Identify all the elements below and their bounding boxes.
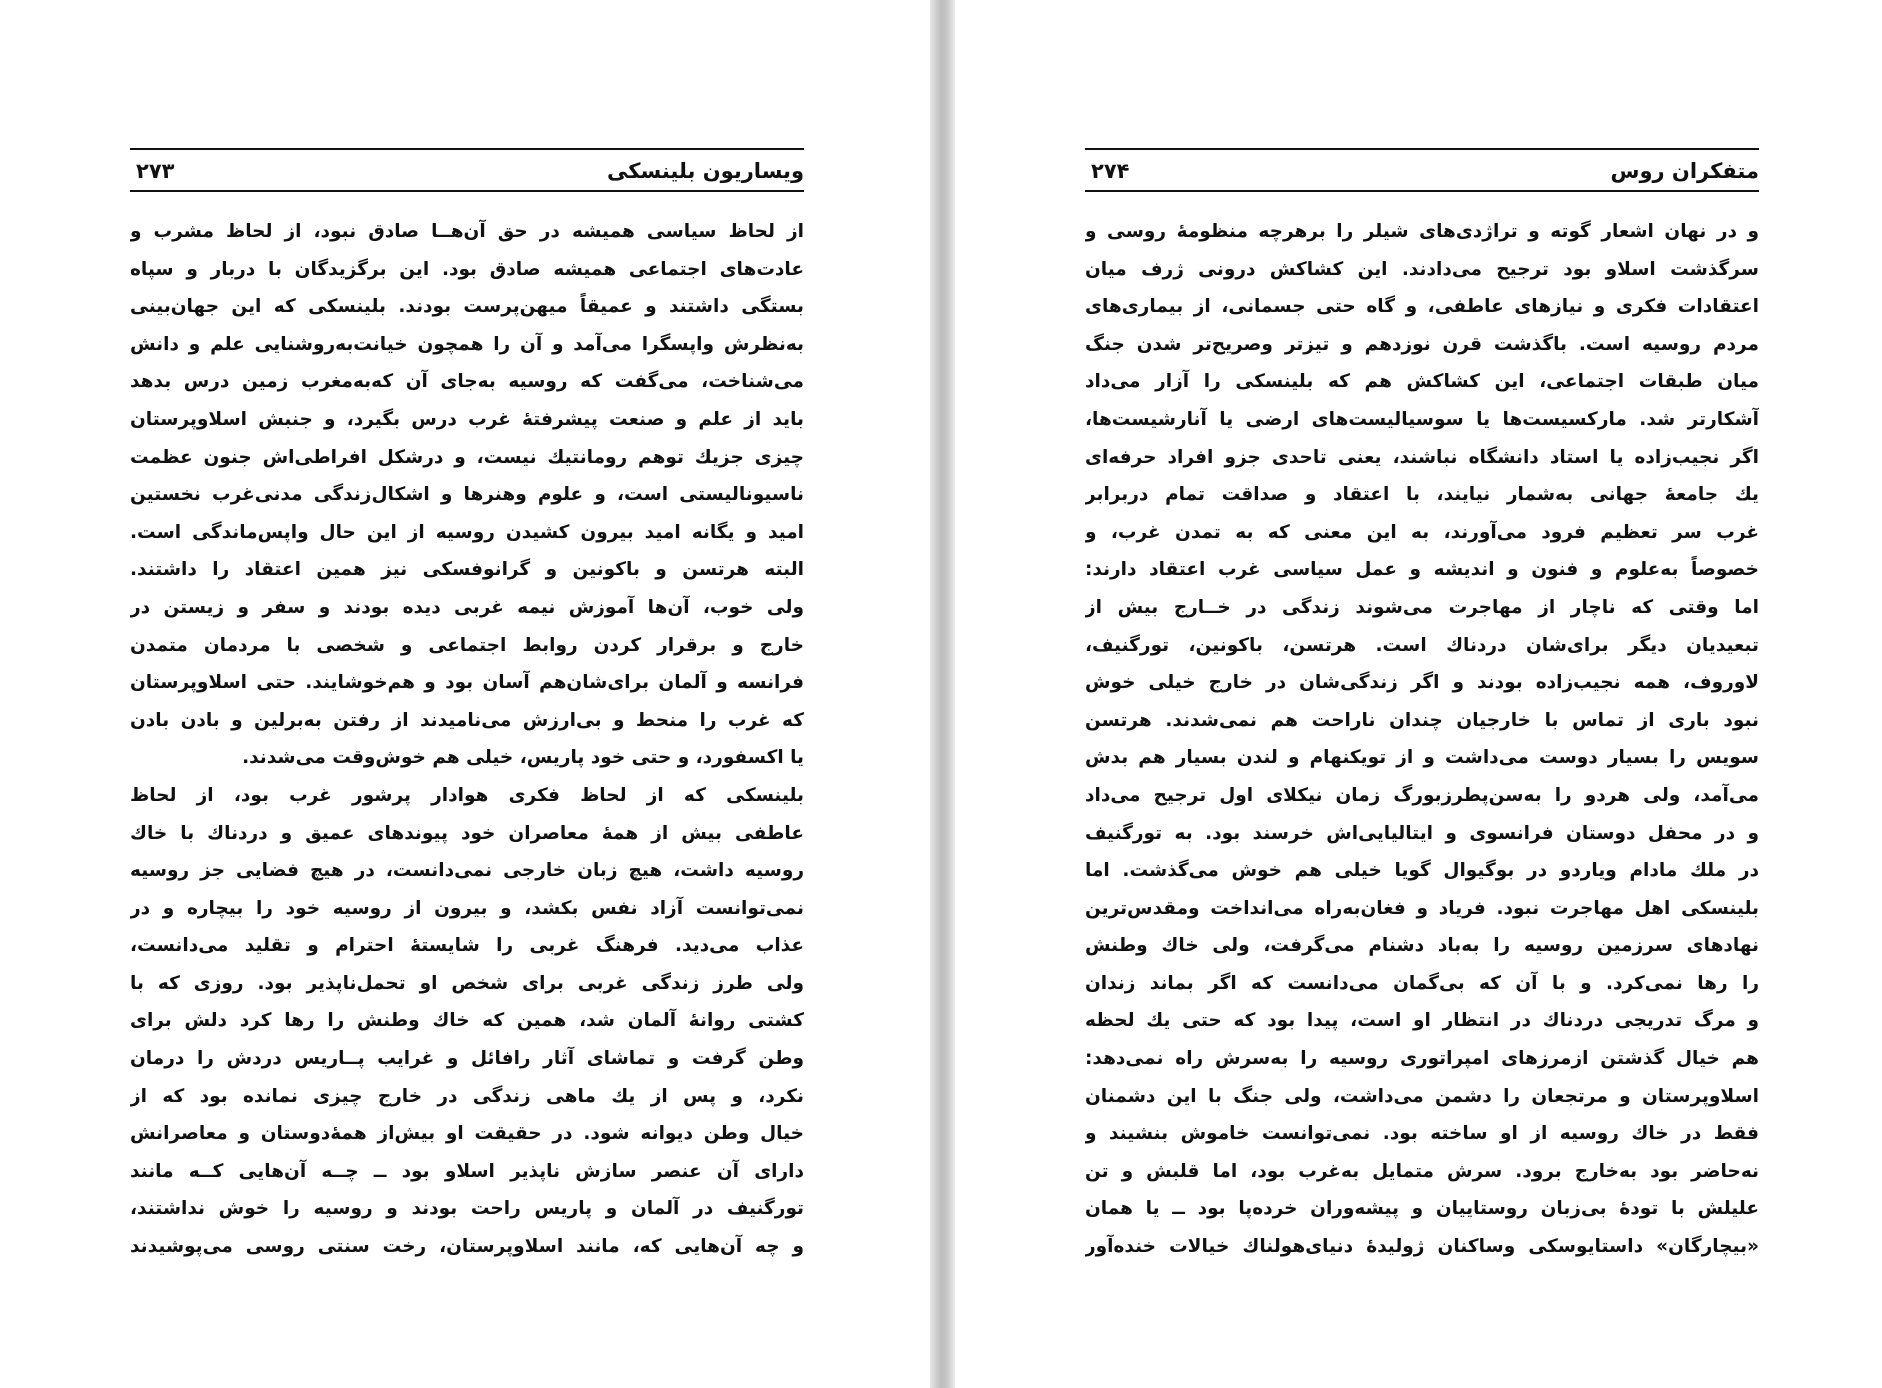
text-line: اعتقادات فکری و نیازهای عاطفی، و گاه حتی جسمانی، از بیماری‌های <box>1085 296 1759 318</box>
text-line: اگر نجیب‌زاده یا استاد دانشگاه نباشند، یعنی تاحدی جزو افراد حرفه‌ای <box>1085 446 1759 468</box>
text-line: تورگنیف در آلمان و پاریس راحت بودند و روسیه را خوش نداشتند، <box>130 1198 804 1220</box>
text-line: می‌آمد، ولی هردو را به‌سن‌پطرزبورگ زمان نیکلای اول ترجیح می‌داد <box>1085 784 1759 806</box>
text-line: در ملك مادام ویاردو در بوگیوال گویا خیلی هم خوش می‌گذشت. اما <box>1085 860 1759 882</box>
text-line: نه‌حاضر بود به‌خارج برود. سرش متمایل به‌غرب بود، اما قلبش و تن <box>1085 1160 1759 1182</box>
text-line: نبود باری از تماس با خارجیان چندان ناراحت هم نمی‌شدند. هرتسن <box>1085 709 1759 731</box>
text-line: خارج و برقرار کردن روابط اجتماعی و شخصی با مردمان متمدن <box>130 634 804 656</box>
text-line: میان طبقات اجتماعی، این کشاکش هم که بلینسکی را آزار می‌داد <box>1085 371 1759 393</box>
text-line: فقط در خاك روسیه از او ساخته بود. نمی‌توانست خاموش بنشیند و <box>1085 1123 1759 1145</box>
text-line: بستگی داشتند و عمیقاً میهن‌پرست بودند. بلینسکی که این جهان‌بینی <box>130 296 804 318</box>
text-line: البته هرتسن و باکونین و گرانوفسکی نیز همین اعتقاد را داشتند. <box>130 559 804 581</box>
text-line: و در نهان اشعار گوته و تراژدی‌های شیلر را برهرچه منظومهٔ روسی و <box>1085 221 1759 242</box>
text-line: ناسیونالیستی است، و علوم وهنرها و اشکال‌زندگی مدنی‌غرب نخستین <box>130 484 804 506</box>
text-line: امید و یگانه امید بیرون کشیدن روسیه از این حال واپس‌ماندگی است. <box>130 521 804 543</box>
right-running-head <box>1085 148 1759 192</box>
text-line: از لحاظ سیاسی همیشه در حق آن‌هــا صادق نبود، از لحاظ مشرب و <box>130 221 804 242</box>
text-line: که غرب را منحط و بی‌ارزش می‌نامیدند از رفتن به‌برلین و بادن بادن <box>130 709 804 731</box>
book-gutter <box>930 0 955 1388</box>
right-page-number: ۲۷۴ <box>1091 159 1130 183</box>
text-line: نمی‌توانست آزاد نفس بکشد، و بیرون از روسیه خود را بیچاره و در <box>130 897 804 919</box>
text-line: روسیه داشت، هیچ زبان خارجی نمی‌دانست، در هیچ فضایی جز روسیه <box>130 860 804 882</box>
text-line: عذاب می‌دید. فرهنگ غربی را شایستهٔ احترام و تقلید می‌دانست، <box>130 935 804 957</box>
text-line: و چه آن‌هایی که، مانند اسلاوپرستان، رخت سنتی روسی می‌پوشیدند <box>130 1236 804 1258</box>
left-page <box>0 0 930 1388</box>
left-running-head <box>130 148 804 192</box>
right-page <box>955 0 1882 1388</box>
right-running-title: متفکران روس <box>1610 159 1759 183</box>
text-line: یك جامعهٔ جهانی به‌شمار نیایند، با اعتقاد و صداقت تمام دربرابر <box>1085 484 1759 506</box>
text-line: عاطفی بیش از همهٔ معاصران خود پیوندهای عمیق و دردناك با خاك <box>130 822 804 844</box>
text-line: آشکارتر شد. مارکسیست‌ها یا سوسیالیست‌های ارضی یا آنارشیست‌ها، <box>1085 408 1759 430</box>
text-line: را رها نمی‌کرد. و با آن که بی‌گمان می‌دانست که اگر بماند زندان <box>1085 972 1759 994</box>
left-page-number: ۲۷۳ <box>136 159 175 183</box>
text-line: می‌شناخت، می‌گفت که روسیه به‌جای آن که‌به‌مغرب زمین درس بدهد <box>130 371 804 393</box>
text-line: تبعیدیان دیگر برای‌شان دردناك است. هرتسن، باکونین، تورگنیف، <box>1085 634 1759 656</box>
text-line: مردم روسیه است. باگذشت قرن نوزدهم و تیزتر وصریح‌تر شدن جنگ <box>1085 333 1759 355</box>
text-line: به‌نظرش واپسگرا می‌آمد و آن را همچون خیانت‌به‌روشنایی علم و دانش <box>130 333 804 355</box>
text-line: اما وقتی که ناچار از مهاجرت می‌شوند زندگی در خــارج بیش از <box>1085 596 1759 618</box>
text-line: ولی خوب، آن‌ها آموزش نیمه غربی دیده بودند و سفر و زیستن در <box>130 596 804 618</box>
text-line: چیزی جزیك توهم رومانتیك نیست، و درشکل افراطی‌اش جنون عظمت <box>130 446 804 468</box>
text-line: خصوصاً به‌علوم و فنون و اندیشه و عمل سیاسی غرب اعتقاد دارند: <box>1085 559 1759 581</box>
text-line: سویس را بسیار دوست می‌داشت و از تویکنهام و لندن بسیار هم بدش <box>1085 747 1759 769</box>
text-line: کشتی روانهٔ آلمان شد، همین که خاك وطنش را رها کرد دلش برای <box>130 1010 804 1032</box>
text-line: سرگذشت اسلاو بود ترجیح می‌دادند. این کشاکش درونی ژرف میان <box>1085 258 1759 280</box>
text-line: وطن گرفت و تماشای آثار رافائل و غرایب پــاریس دردش را درمان <box>130 1048 804 1070</box>
text-line: و در محفل دوستان فرانسوی و ایتالیایی‌اش خرسند بود. به تورگنیف <box>1085 822 1759 844</box>
text-line: نکرد، و پس از یك ماهی زندگی در خارج چیزی نمانده بود که از <box>130 1085 804 1107</box>
text-line: لاوروف، همه نجیب‌زاده بودند و اگر زندگی‌شان در خارج خیلی خوش <box>1085 672 1759 694</box>
text-line: عادت‌های اجتماعی همیشه صادق بود. این برگزیدگان با دربار و سپاه <box>130 258 804 280</box>
left-page-text <box>130 213 804 1266</box>
text-line: ولی طرز زندگی غربی برای شخص او تحمل‌ناپذیر بود. روزی که با <box>130 972 804 994</box>
text-line: باید از علم و صنعت پیشرفتهٔ غرب درس بگیرد، و جنبش اسلاوپرستان <box>130 408 804 430</box>
text-line: دارای آن عنصر سازش ناپذیر اسلاو بود ــ چــه آن‌هایی کــه مانند <box>130 1160 804 1182</box>
left-running-title: ویساریون بلینسکی <box>607 159 804 183</box>
text-line: اسلاوپرستان و مرتجعان را دشمن می‌داشت، ولی جنگ با این دشمنان <box>1085 1085 1759 1107</box>
text-line: «بیچارگان» داستایوسکی وساکنان ژولیدهٔ دنیای‌هولناك خیالات خنده‌آور <box>1085 1236 1759 1258</box>
text-line: بلینسکی که از لحاظ فکری هوادار پرشور غرب بود، از لحاظ <box>130 784 804 806</box>
text-line: خیال وطن دیوانه شود. در حقیقت او بیش‌از همهٔ‌دوستان و معاصرانش <box>130 1123 804 1145</box>
right-page-text <box>1085 213 1759 1266</box>
text-line: و مرگ تدریجی دردناك در انتظار او است، پیدا بود که حتی یك لحظه <box>1085 1010 1759 1032</box>
text-line: علیلش با تودهٔ بی‌زبان روستاییان و پیشه‌وران خرده‌پا بود ــ یا همان <box>1085 1198 1759 1220</box>
text-line: بلینسکی اهل مهاجرت نبود. فریاد و فغان‌به‌راه می‌انداخت ومقدس‌ترین <box>1085 897 1759 919</box>
text-line: غرب سر تعظیم فرود می‌آورند، به این معنی که به تمدن غرب، و <box>1085 521 1759 543</box>
text-line: نهادهای سرزمین روسیه را به‌باد دشنام می‌گرفت، ولی خاك وطنش <box>1085 935 1759 957</box>
text-line: یا اکسفورد، و حتی خود پاریس، خیلی هم خوش‌وقت می‌شدند. <box>242 747 804 769</box>
text-line: هم خیال گذشتن ازمرزهای امپراتوری روسیه را به‌سرش راه نمی‌دهد: <box>1085 1048 1759 1070</box>
text-line: فرانسه و آلمان برای‌شان‌هم آسان بود و هم‌خوشایند. حتی اسلاوپرستان <box>130 672 804 694</box>
